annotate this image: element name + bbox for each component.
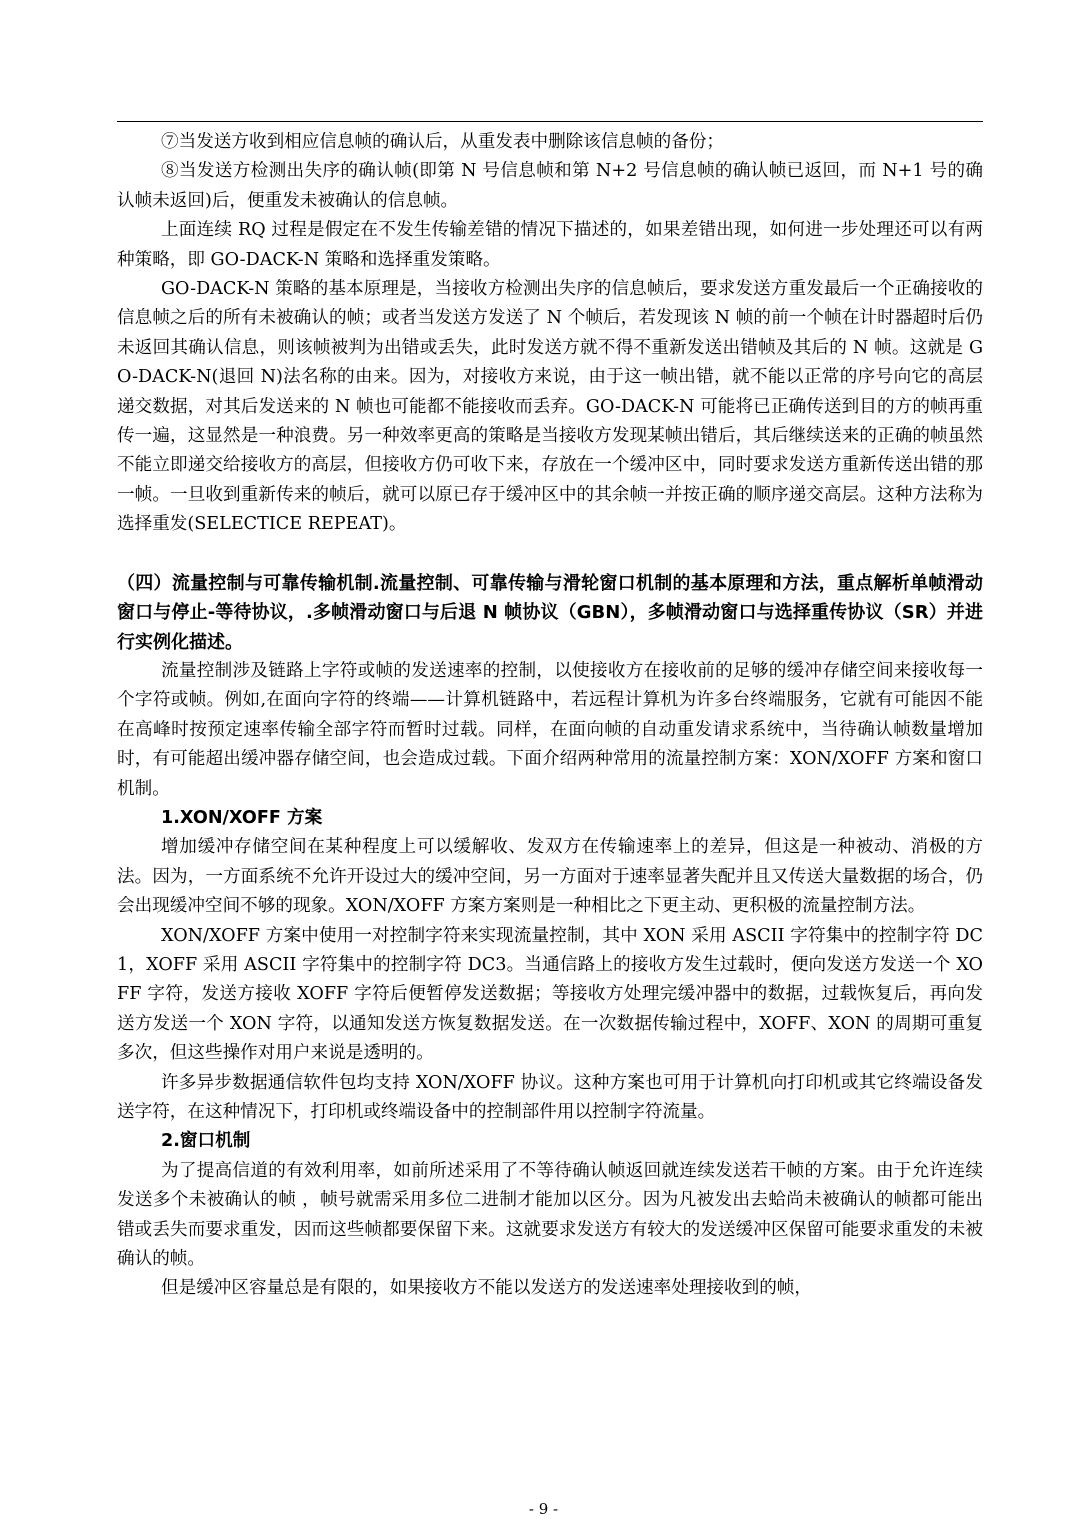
paragraph-xon-xoff-2: XON/XOFF 方案中使用一对控制字符来实现流量控制，其中 XON 采用 ASCII 字符集中的控制字符 DC1，XOFF 采用 ASCII 字符集中的控制字符 DC3。当通信路上的接收方发生过载时，便向发送方发送一个 XOFF 字符，发送方接收 XOFF 字符后便暂停发送数据；等接收方处理完缓冲器中的数据，过载恢复后，再向发送方发送一个 XON 字符，以通知发送方恢复数据发送。在一次数据传输过程中，XOFF、XON 的周期可重复多次，但这些操作对用户来说是透明的。 <box>117 925 983 1064</box>
paragraph-step-8: ⑧当发送方检测出失序的确认帧(即第 N 号信息帧和第 N+2 号信息帧的确认帧已返回，而 N+1 号的确认帧未返回)后，便重发未被确认的信息帧。 <box>117 161 983 211</box>
paragraph-step-7: ⑦当发送方收到相应信息帧的确认后，从重发表中删除该信息帧的备份； <box>161 132 725 152</box>
paragraph-window-2: 但是缓冲区容量总是有限的，如果接收方不能以发送方的发送速率处理接收到的帧， <box>161 1278 812 1299</box>
paragraph-go-dack-n: GO-DACK-N 策略的基本原理是，当接收方检测出失序的信息帧后，要求发送方重发最后一个正确接收的信息帧之后的所有未被确认的帧；或者当发送方发送了 N 个帧后，若发现该 N 帧的前一个帧在计时器超时后仍未返回其确认信息，则该帧被判为出错或丢失，此时发送方就不得不重新发送出错帧及其后的 N 帧。这就是 GO-DACK-N(退回 N)法名称的由来。因为，对接收方来说，由于这一帧出错，就不能以正常的序号向它的高层递交数据，对其后发送来的 N 帧也可能都不能接收而丢弃。GO-DACK-N 可能将已正确传送到目的方的帧再重传一遍，这显然是一种浪费。另一种效率更高的策略是当接收方发现某帧出错后，其后继续送来的正确的帧虽然不能立即递交给接收方的高层，但接收方仍可收下来，存放在一个缓冲区中，同时要求发送方重新传送出错的那一帧。一旦收到重新传来的帧后，就可以原已存于缓冲区中的其余帧一并按正确的顺序递交高层。这种方法称为选择重发(SELECTICE REPEAT)。 <box>117 279 983 535</box>
header-rule <box>117 121 983 122</box>
paragraph-window-1: 为了提高信道的有效利用率，如前所述采用了不等待确认帧返回就连续发送若干帧的方案。由于允许连续发送多个未被确认的帧 ，帧号就需采用多位二进制才能加以区分。因为凡被发出去蛤尚未被确认的帧都可能出错或丢失而要求重发，因而这些帧都要保留下来。这就要求发送方有较大的发送缓冲区保留可能要求重发的未被确认的帧。 <box>117 1160 983 1270</box>
paragraph-xon-xoff-3: 许多异步数据通信软件包均支持 XON/XOFF 协议。这种方案也可用于计算机向打印机或其它终端设备发送字符，在这种情况下，打印机或终端设备中的控制部件用以控制字符流量。 <box>117 1072 983 1122</box>
paragraph-xon-xoff-1: 增加缓冲存储空间在某种程度上可以缓解收、发双方在传输速率上的差异，但这是一种被动、消极的方法。因为，一方面系统不允许开设过大的缓冲空间，另一方面对于速率显著失配并且又传送大量数据的场合，仍会出现缓冲空间不够的现象。XON/XOFF 方案方案则是一种相比之下更主动、更积极的流量控制方法。 <box>117 837 983 917</box>
page-content <box>117 128 983 1304</box>
page-number: - 9 - <box>528 1500 559 1518</box>
section-heading: （四）流量控制与可靠传输机制.流量控制、可靠传输与滑轮窗口机制的基本原理和方法，重点解析单帧滑动窗口与停止-等待协议，.多帧滑动窗口与后退 N 帧协议（GBN），多帧滑动窗口与选择重传协议（SR）并进行实例化描述。 <box>117 572 983 653</box>
paragraph-flow-control-intro: 流量控制涉及链路上字符或帧的发送速率的控制，以使接收方在接收前的足够的缓冲存储空间来接收每一个字符或帧。例如,在面向字符的终端——计算机链路中，若远程计算机为许多台终端服务，它就有可能因不能在高峰时按预定速率传输全部字符而暂时过载。同样，在面向帧的自动重发请求系统中，当待确认帧数量增加时，有可能超出缓冲器存储空间，也会造成过载。下面介绍两种常用的流量控制方案：XON/XOFF 方案和窗口机制。 <box>117 660 983 799</box>
paragraph-continuous-rq: 上面连续 RQ 过程是假定在不发生传输差错的情况下描述的，如果差错出现，如何进一步处理还可以有两种策略，即 GO-DACK-N 策略和选择重发策略。 <box>117 220 983 270</box>
subsection-title-window: 2.窗口机制 <box>161 1131 251 1152</box>
section-spacer <box>117 540 983 569</box>
subsection-title-xon-xoff: 1.XON/XOFF 方案 <box>161 807 323 828</box>
